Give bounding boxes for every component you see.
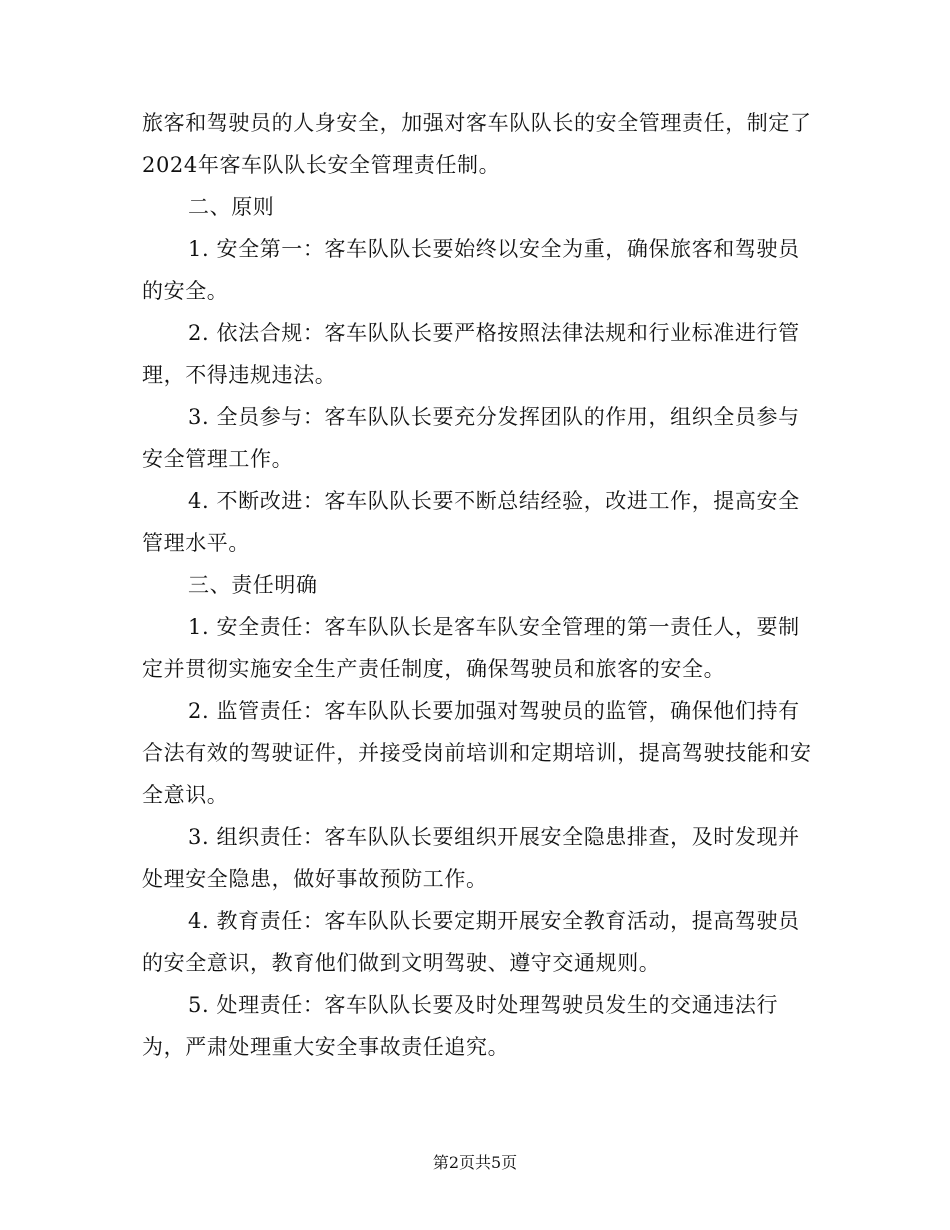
paragraph: 1. 安全第一：客车队队长要始终以安全为重，确保旅客和驾驶员的安全。 <box>142 237 800 303</box>
paragraph: 旅客和驾驶员的人身安全，加强对客车队队长的安全管理责任，制定了2024年客车队队长安全管理责任制。 <box>142 111 812 177</box>
section-heading: 三、责任明确 <box>188 573 318 597</box>
paragraph: 2. 依法合规：客车队队长要严格按照法律法规和行业标准进行管理，不得违规违法。 <box>142 321 800 387</box>
paragraph: 3. 全员参与：客车队队长要充分发挥团队的作用，组织全员参与安全管理工作。 <box>142 405 800 471</box>
section-heading: 二、原则 <box>188 195 275 219</box>
paragraph: 5. 处理责任：客车队队长要及时处理驾驶员发生的交通违法行为，严肃处理重大安全事故责任追究。 <box>142 993 779 1059</box>
paragraph: 3. 组织责任：客车队队长要组织开展安全隐患排查，及时发现并处理安全隐患，做好事故预防工作。 <box>142 825 800 891</box>
document-body <box>142 102 812 1068</box>
paragraph: 2. 监管责任：客车队队长要加强对驾驶员的监管，确保他们持有合法有效的驾驶证件，并接受岗前培训和定期培训，提高驾驶技能和安全意识。 <box>142 699 812 807</box>
paragraph: 1. 安全责任：客车队队长是客车队安全管理的第一责任人，要制定并贯彻实施安全生产责任制度，确保驾驶员和旅客的安全。 <box>142 615 800 681</box>
paragraph: 4. 不断改进：客车队队长要不断总结经验，改进工作，提高安全管理水平。 <box>142 489 800 555</box>
page-number-footer: 第2页共5页 <box>432 1153 518 1172</box>
paragraph: 4. 教育责任：客车队队长要定期开展安全教育活动，提高驾驶员的安全意识，教育他们做到文明驾驶、遵守交通规则。 <box>142 909 800 975</box>
